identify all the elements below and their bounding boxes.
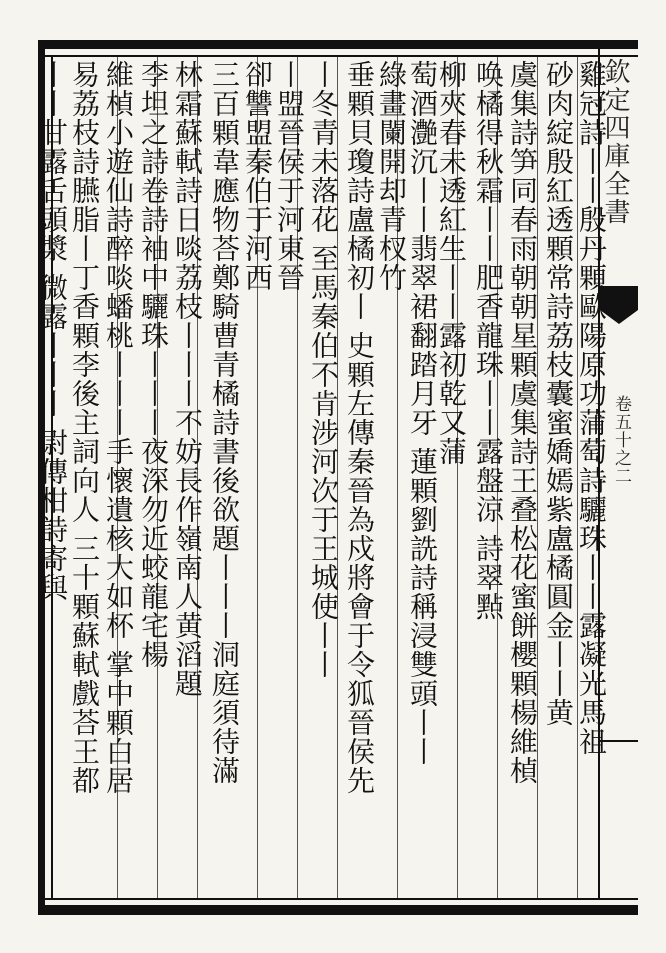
text-column-1: 雞冠詩丨丨殷丹顆歐陽原功蒲萄詩驪珠丨丨露凝光馬祖 [575,60,608,756]
frame-bottom-border [38,905,638,915]
text-column-6: 萄酒灔沉丨丨翡翠裙翻踏月牙 蓮顆劉詵詩稱浸雙頭丨丨 [406,60,439,766]
text-column-8: 垂顆貝瓊詩盧橘初丨 史顆左傳秦晉為戍將會于令狐晉侯先 [343,60,376,795]
text-column-11: 卻讐盟秦伯于河西 [241,60,274,292]
text-column-14: 李坦之詩卷詩袖中驪珠丨丨丨夜深勿近蛟龍宅楊 [137,60,170,669]
text-column-4: 唤橘得秋霜丨丨肥香龍珠丨丨露盤涼 詩翠㸃 [472,60,505,621]
text-column-7: 綠畫闌開却青杈竹 [375,60,408,292]
text-column-15: 維楨小遊仙詩醉啖蟠桃丨丨丨手懷遺核大如杯 掌中顆白居 [102,60,135,795]
text-column-2: 砂肉綻殷紅透顆常詩荔枝囊蜜嬌嫣紫盧橘圓金丨丨黄 [542,60,575,727]
text-column-5: 柳夾春未透紅生丨丨露初乾又蒲 [435,60,468,466]
text-column-13: 林霜蘇軾詩日啖荔枝丨丨丨不妨長作嶺南人黄滔題 [171,60,204,698]
text-column-10: 丨盟晉侯于河東晉 [273,60,306,292]
text-column-16: 易荔枝詩臙脂丨丁香顆李後主詞向人 三十顆蘇軾戲荅王都 [68,60,101,795]
text-column-12: 三百顆韋應物荅鄭騎曹青橘詩書後欲題丨丨丨洞庭須待滿 [208,60,241,785]
frame-top-border [38,40,638,49]
banxin-volume-number: 卷五十之二 [611,395,631,485]
text-column-17: 丨丨甘露舌頭漿 微露丨丨丨 尉傳柑詩寄與 [36,60,69,602]
banxin-title: 欽定四庫全書 [600,58,630,226]
text-column-9: 丨冬青未落花 至馬秦伯不肯涉河次于王城使丨丨 [307,60,340,679]
text-column-3: 虞集詩笋同春雨朝朝星顆虞集詩王叠松花蜜餅櫻顆楊維楨 [506,60,539,785]
frame-inner-top-line [45,55,638,57]
